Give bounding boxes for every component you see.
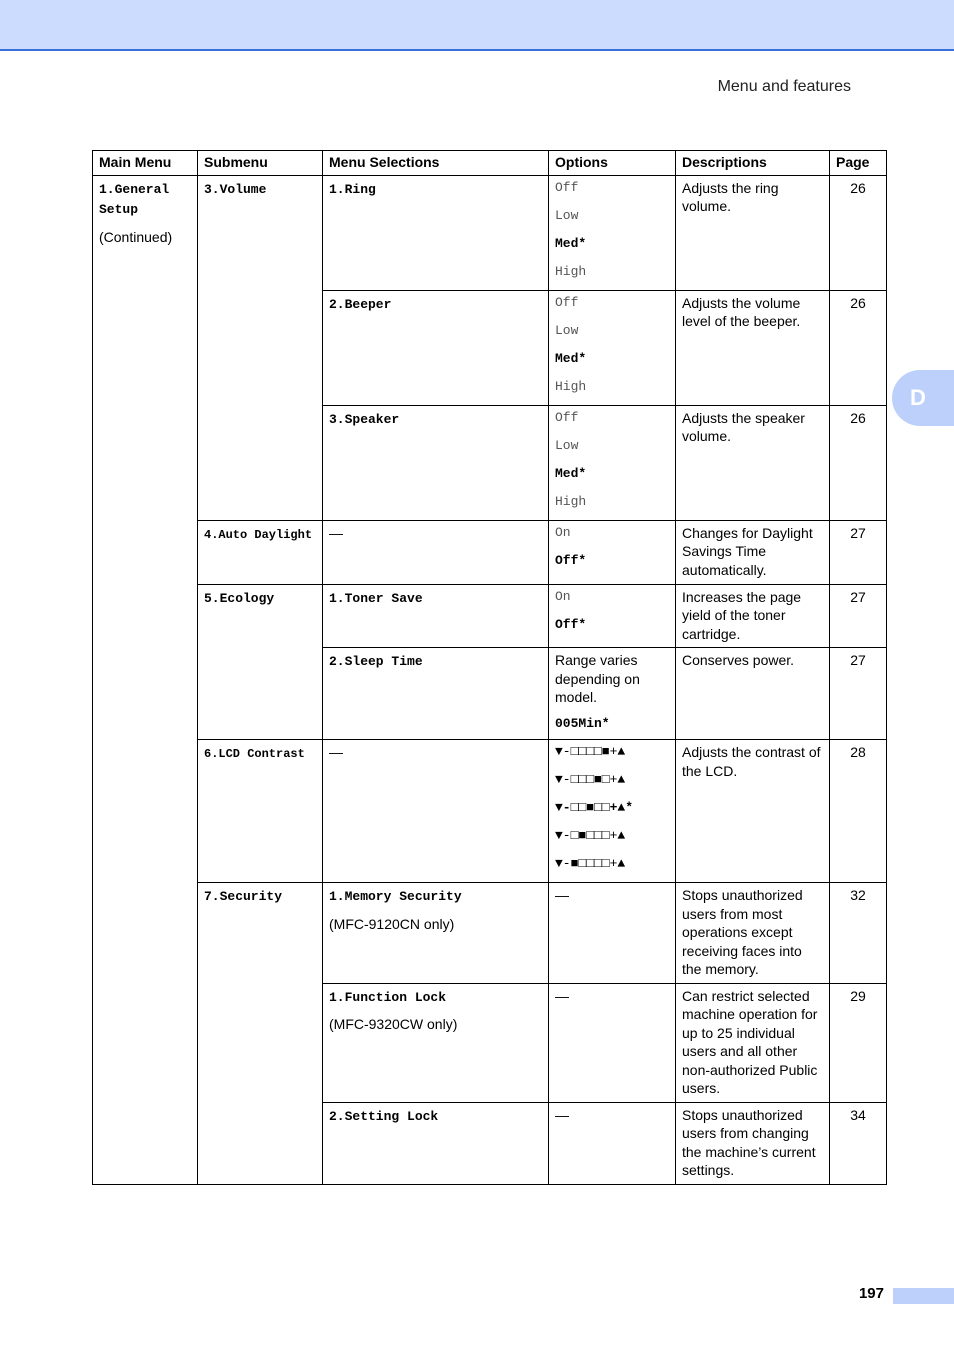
option-value: High: [555, 263, 587, 279]
option-value: High: [555, 493, 587, 509]
description-cell: Stops unauthorized users from changing the machine’s current settings.: [676, 1102, 830, 1184]
model-note: (MFC-9120CN only): [329, 915, 455, 932]
option-value: Low: [555, 207, 579, 223]
description-cell: Changes for Daylight Savings Time automatically.: [676, 520, 830, 584]
page-ref: 26: [830, 175, 887, 290]
options-cell: [549, 175, 676, 290]
selection-cell: [323, 648, 549, 740]
submenu-auto-daylight: [198, 520, 323, 584]
menu-table: [92, 150, 887, 1185]
option-value: Off: [555, 179, 579, 195]
submenu-lcd-contrast: [198, 740, 323, 883]
submenu-volume: [198, 175, 323, 520]
options-cell: —: [549, 883, 676, 984]
description-cell: Increases the page yield of the toner cartridge.: [676, 584, 830, 648]
page-ref: 26: [830, 405, 887, 520]
submenu-security: [198, 883, 323, 1185]
col-header-descriptions: Descriptions: [676, 151, 830, 176]
submenu-name: 4.Auto Daylight: [204, 527, 313, 542]
col-header-submenu: Submenu: [198, 151, 323, 176]
col-header-page: Page: [830, 151, 887, 176]
description-cell: Adjusts the volume level of the beeper.: [676, 290, 830, 405]
options-cell: [549, 740, 676, 883]
option-value: Low: [555, 437, 579, 453]
option-value: Off: [555, 294, 579, 310]
submenu-name: 6.LCD Contrast: [204, 747, 305, 761]
page-ref: 28: [830, 740, 887, 883]
contrast-option: ▼-■□□□□+▲: [555, 856, 626, 871]
contrast-option: ▼-□□□□■+▲: [555, 744, 626, 759]
selection-name: 2.Beeper: [329, 296, 392, 312]
table-row: [93, 175, 887, 290]
page-ref: 34: [830, 1102, 887, 1184]
options-cell: —: [549, 1102, 676, 1184]
page-number-bar: [893, 1288, 954, 1304]
selection-cell: —: [323, 740, 549, 883]
submenu-ecology: [198, 584, 323, 740]
col-header-options: Options: [549, 151, 676, 176]
selection-name: 1.Ring: [329, 181, 376, 197]
selection-cell: —: [323, 520, 549, 584]
option-default-value: Off*: [555, 616, 587, 632]
page-ref: 32: [830, 883, 887, 984]
page-ref: 26: [830, 290, 887, 405]
col-header-menu-selections: Menu Selections: [323, 151, 549, 176]
contrast-option-default: ▼-□□■□□+▲*: [555, 800, 634, 815]
selection-cell: [323, 290, 549, 405]
main-menu-note: (Continued): [99, 228, 173, 245]
selection-cell: [323, 1102, 549, 1184]
page-ref: 27: [830, 584, 887, 648]
selection-name: 1.Memory Security: [329, 889, 462, 904]
options-cell: [549, 520, 676, 584]
contrast-option: ▼-□■□□□+▲: [555, 828, 626, 843]
options-cell: [549, 405, 676, 520]
submenu-name: 7.Security: [204, 889, 283, 904]
options-cell: [549, 584, 676, 648]
option-value: Off: [555, 409, 579, 425]
col-header-main-menu: Main Menu: [93, 151, 198, 176]
page-ref: 27: [830, 520, 887, 584]
selection-cell: [323, 405, 549, 520]
selection-cell: [323, 584, 549, 648]
description-cell: Adjusts the ring volume.: [676, 175, 830, 290]
page-number: 197: [858, 1285, 884, 1302]
top-header-band: [0, 0, 954, 51]
option-default-value: 005Min*: [555, 715, 610, 731]
selection-name: 1.Toner Save: [329, 590, 423, 606]
page-ref: 27: [830, 648, 887, 740]
contrast-option: ▼-□□□■□+▲: [555, 772, 626, 787]
options-cell: [549, 290, 676, 405]
option-value: On: [555, 524, 571, 540]
option-value: High: [555, 378, 587, 394]
selection-name: 3.Speaker: [329, 411, 400, 427]
selection-name: 2.Setting Lock: [329, 1108, 439, 1124]
option-value: Low: [555, 322, 579, 338]
submenu-name: 5.Ecology: [204, 590, 275, 606]
selection-name: 1.Function Lock: [329, 989, 447, 1005]
main-menu-name: 1.General Setup: [99, 181, 170, 217]
table-row: [93, 740, 887, 883]
selection-name: 2.Sleep Time: [329, 654, 423, 669]
description-cell: Stops unauthorized users from most operations except receiving faces into the memory.: [676, 883, 830, 984]
option-default-value: Med*: [555, 350, 587, 366]
table-row: [93, 883, 887, 984]
table-row: [93, 584, 887, 648]
option-default-value: Off*: [555, 552, 587, 568]
option-range-text: Range varies depending on model.: [555, 652, 640, 705]
description-cell: Conserves power.: [676, 648, 830, 740]
submenu-name: 3.Volume: [204, 181, 267, 197]
option-default-value: Med*: [555, 235, 587, 251]
table-row: [93, 520, 887, 584]
main-menu-cell: [93, 175, 198, 1184]
selection-cell: [323, 983, 549, 1102]
description-cell: Adjusts the speaker volume.: [676, 405, 830, 520]
chapter-tab-d: D: [892, 370, 954, 426]
page-ref: 29: [830, 983, 887, 1102]
description-cell: Adjusts the contrast of the LCD.: [676, 740, 830, 883]
selection-cell: [323, 175, 549, 290]
model-note: (MFC-9320CW only): [329, 1016, 458, 1032]
description-cell: Can restrict selected machine operation for up to 25 individual users and all other non-authorized Public users.: [676, 983, 830, 1102]
table-header-row: [93, 151, 887, 176]
options-cell: —: [549, 983, 676, 1102]
selection-cell: [323, 883, 549, 984]
option-default-value: Med*: [555, 465, 587, 481]
section-title: Menu and features: [717, 78, 851, 95]
option-value: On: [555, 588, 571, 604]
options-cell: [549, 648, 676, 740]
